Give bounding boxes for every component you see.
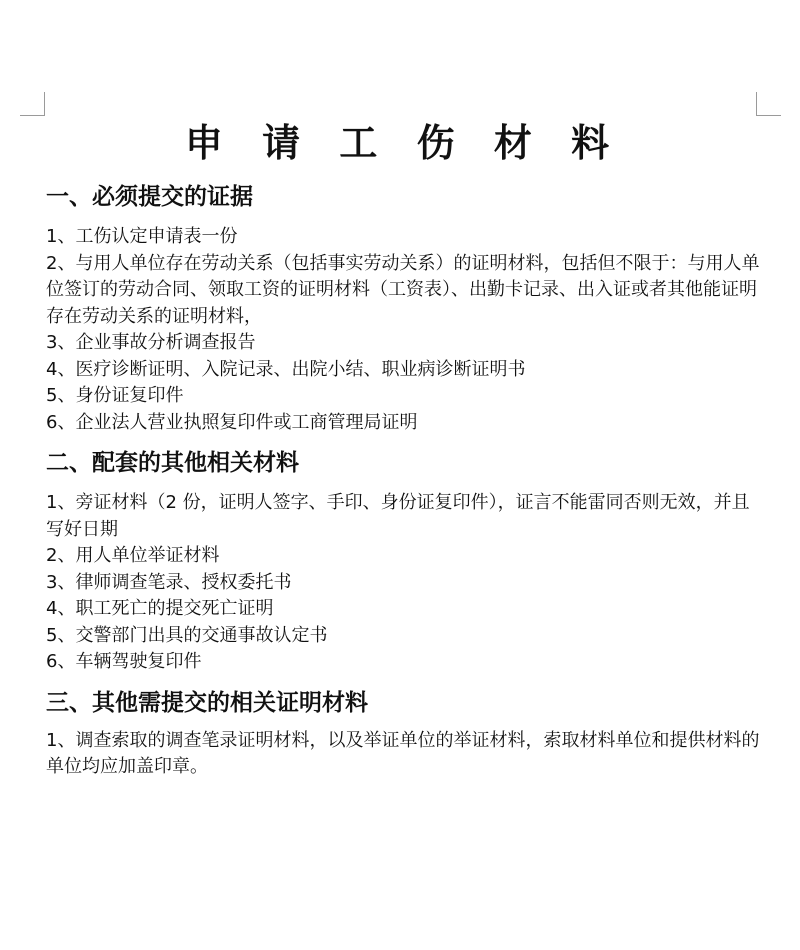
document-body xyxy=(46,180,762,781)
section-other-proof-materials xyxy=(46,686,762,781)
list-item: 3、企业事故分析调查报告 xyxy=(46,332,256,353)
section-heading: 二、配套的其他相关材料 xyxy=(46,450,299,476)
list-item: 2、与用人单位存在劳动关系（包括事实劳动关系）的证明材料，包括但不限于：与用人单位签订的劳动合同、领取工资的证明材料（工资表）、出勤卡记录、出入证或者其他能证明存在劳动关系的证明材料， xyxy=(46,252,760,327)
section-heading: 一、必须提交的证据 xyxy=(46,184,253,210)
list-item: 1、旁证材料（2 份，证明人签字、手印、身份证复印件），证言不能雷同否则无效，并且写好日期 xyxy=(46,492,750,540)
list-item: 5、交警部门出具的交通事故认定书 xyxy=(46,624,328,646)
list-item: 3、律师调查笔录、授权委托书 xyxy=(46,571,292,593)
section-item-list xyxy=(46,728,762,781)
section-item-list xyxy=(46,224,762,436)
section-supporting-materials xyxy=(46,446,762,676)
section-item-list xyxy=(46,490,762,676)
list-item: 4、医疗诊断证明、入院记录、出院小结、职业病诊断证明书 xyxy=(46,358,526,380)
list-item: 6、车辆驾驶复印件 xyxy=(46,651,202,672)
list-item: 5、身份证复印件 xyxy=(46,385,184,406)
page-corner-mark-left xyxy=(20,92,45,116)
list-item: 2、用人单位举证材料 xyxy=(46,545,220,566)
list-item: 1、调查索取的调查笔录证明材料，以及举证单位的举证材料，索取材料单位和提供材料的单位均应加盖印章。 xyxy=(46,729,760,777)
section-heading: 三、其他需提交的相关证明材料 xyxy=(46,689,368,716)
section-required-evidence xyxy=(46,180,762,436)
list-item: 1、工伤认定申请表一份 xyxy=(46,226,238,247)
page-corner-mark-right xyxy=(756,92,781,116)
document-title: 申 请 工 伤 材 料 xyxy=(184,121,623,165)
list-item: 4、职工死亡的提交死亡证明 xyxy=(46,598,274,619)
list-item: 6、企业法人营业执照复印件或工商管理局证明 xyxy=(46,411,418,433)
